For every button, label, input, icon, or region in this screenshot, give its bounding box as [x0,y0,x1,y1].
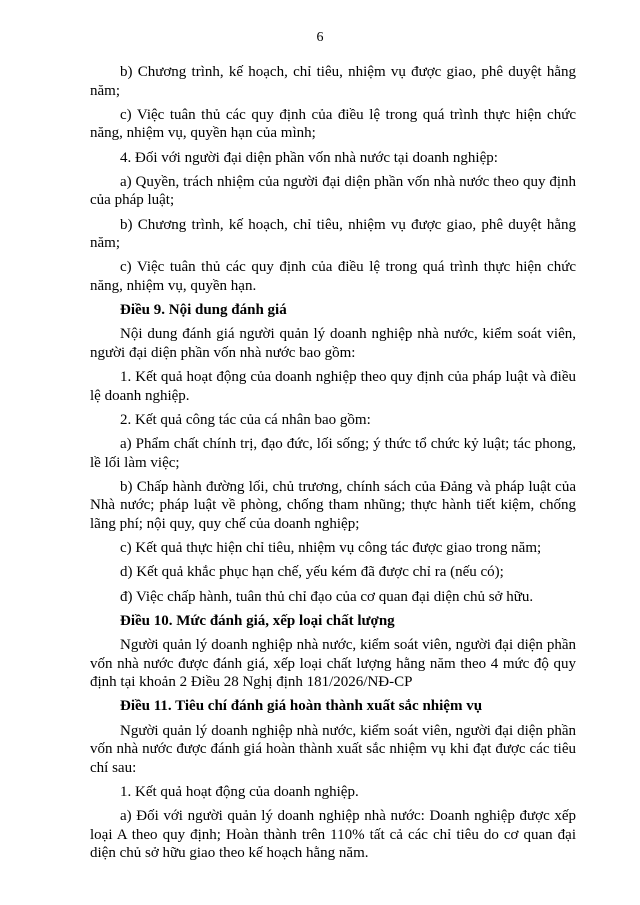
article-9-item-2c: c) Kết quả thực hiện chỉ tiêu, nhiệm vụ công tác được giao trong năm; [120,540,542,557]
article-9-item-2b: b) Chấp hành đường lối, chủ trương, chính sách của Đảng và pháp luật của Nhà nước; pháp luật về phòng, chống tham nhũng; thực hành tiết kiệm, chống lãng phí; nội quy, quy chế của doanh nghiệp; [90,478,576,532]
page-number: 6 [316,30,324,45]
paragraph-4-capital-representative: 4. Đối với người đại diện phần vốn nhà nước tại doanh nghiệp: [120,149,498,166]
article-11-heading: Điều 11. Tiêu chí đánh giá hoàn thành xuất sắc nhiệm vụ [120,698,483,715]
article-10-heading: Điều 10. Mức đánh giá, xếp loại chất lượng [120,612,395,629]
paragraph-4b-program-plan: b) Chương trình, kế hoạch, chỉ tiêu, nhiệm vụ được giao, phê duyệt hằng năm; [90,216,576,252]
article-11-intro: Người quản lý doanh nghiệp nhà nước, kiểm soát viên, người đại diện phần vốn nhà nước được đánh giá hoàn thành xuất sắc nhiệm vụ khi đạt được các tiêu chí sau: [90,722,576,776]
article-11-item-1: 1. Kết quả hoạt động của doanh nghiệp. [120,783,359,800]
document-body [90,63,576,868]
article-9-heading: Điều 9. Nội dung đánh giá [120,302,287,319]
article-9-item-2d: d) Kết quả khắc phục hạn chế, yếu kém đã được chỉ ra (nếu có); [120,564,504,581]
paragraph-4a-rights-responsibilities: a) Quyền, trách nhiệm của người đại diện phần vốn nhà nước theo quy định của pháp luật; [90,173,576,209]
article-9-intro: Nội dung đánh giá người quản lý doanh nghiệp nhà nước, kiểm soát viên, người đại diện phần vốn nhà nước bao gồm: [90,326,576,361]
article-9-item-2dd: đ) Việc chấp hành, tuân thủ chỉ đạo của cơ quan đại diện chủ sở hữu. [120,588,534,605]
article-9-item-2a: a) Phẩm chất chính trị, đạo đức, lối sống; ý thức tổ chức kỷ luật; tác phong, lề lối làm việc; [90,436,576,471]
paragraph-1b-program-plan: b) Chương trình, kế hoạch, chỉ tiêu, nhiệm vụ được giao, phê duyệt hằng năm; [90,64,576,99]
article-10-body: Người quản lý doanh nghiệp nhà nước, kiểm soát viên, người đại diện phần vốn nhà nước được đánh giá, xếp loại chất lượng hằng năm theo 4 mức độ quy định tại khoản 2 Điều 28 Nghị định 181/2026/NĐ-CP [90,636,576,691]
article-9-item-1: 1. Kết quả hoạt động của doanh nghiệp theo quy định của pháp luật và điều lệ doanh nghiệp. [90,369,576,404]
paragraph-4c-charter-compliance: c) Việc tuân thủ các quy định của điều lệ trong quá trình thực hiện chức năng, nhiệm vụ, quyền hạn. [90,259,576,294]
paragraph-1c-charter-compliance: c) Việc tuân thủ các quy định của điều lệ trong quá trình thực hiện chức năng, nhiệm vụ, quyền hạn của mình; [90,106,576,142]
article-11-item-1a: a) Đối với người quản lý doanh nghiệp nhà nước: Doanh nghiệp được xếp loại A theo quy định; Hoàn thành trên 110% tất cả các chỉ tiêu do cơ quan đại diện chủ sở hữu giao theo kế hoạch hằng năm. [90,808,576,862]
article-9-item-2: 2. Kết quả công tác của cá nhân bao gồm: [120,411,371,428]
